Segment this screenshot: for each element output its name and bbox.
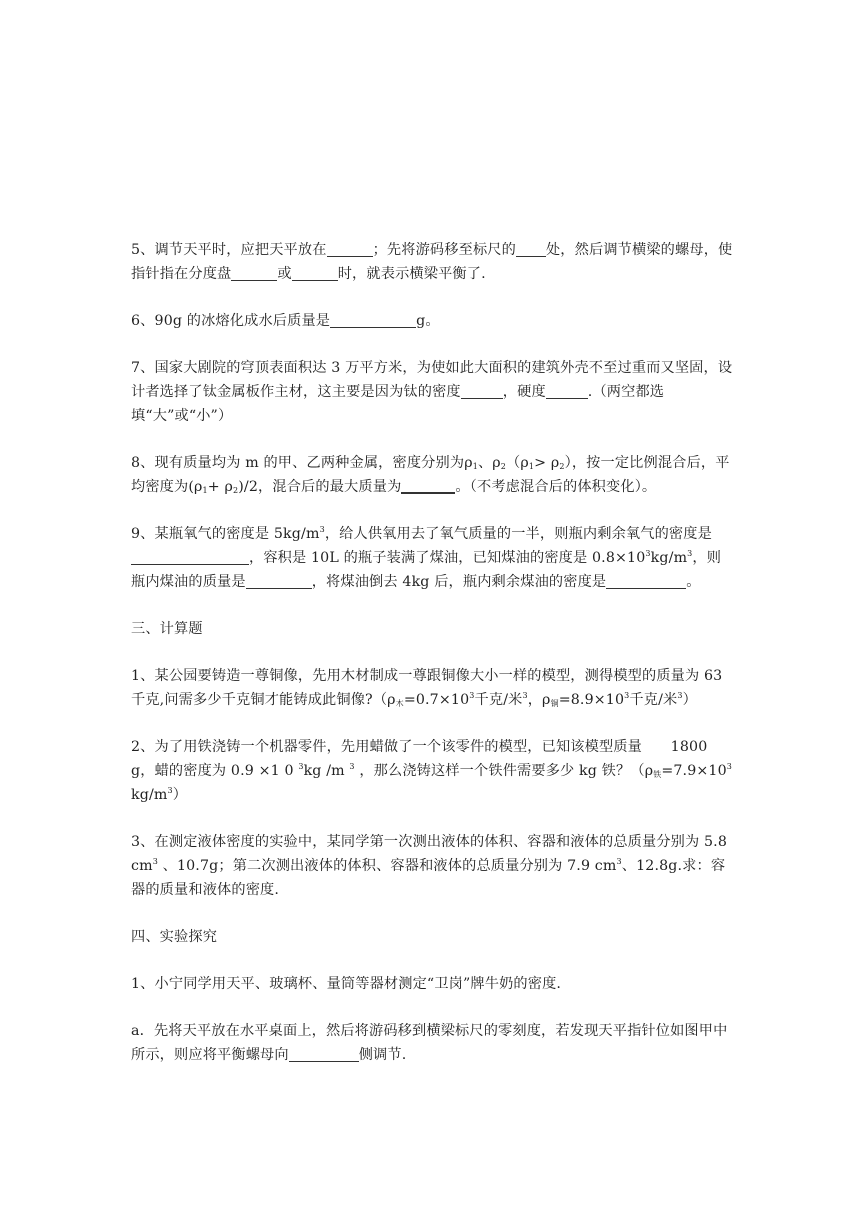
question-text: a．先将天平放在水平桌面上，然后将游码移到横梁标尺的零刻度，若发现天平指针位如图甲中所示，则应将平衡螺母向 xyxy=(131,1023,728,1063)
superscript: 3 xyxy=(616,857,622,866)
question-text: 千克/米 xyxy=(474,692,523,708)
superscript: 3 xyxy=(152,857,158,866)
question-text: ，容积是 10L 的瓶子装满了煤油，已知煤油的密度是 0.8×10 xyxy=(249,550,646,566)
subscript: 1 xyxy=(472,462,478,471)
question-text: ） xyxy=(172,787,188,803)
subscript: 木 xyxy=(395,699,404,708)
calc-question-3 xyxy=(131,830,735,902)
superscript: 3 xyxy=(469,691,475,700)
calc-question-2 xyxy=(131,735,735,807)
answer-blank[interactable] xyxy=(516,240,546,257)
subscript: 1 xyxy=(528,462,535,471)
question-text: > ρ xyxy=(534,455,560,471)
question-5 xyxy=(131,238,735,286)
question-text: 。 xyxy=(686,574,701,590)
question-text: =8.9×10 xyxy=(558,692,625,708)
subscript: 2 xyxy=(500,462,507,471)
question-number: 3、 xyxy=(131,834,155,850)
question-text: 、10.7g；第二次测出液体的体积、容器和液体的总质量分别为 7.9 cm xyxy=(157,858,617,874)
question-text: kg /m xyxy=(303,763,350,779)
question-number: 2、 xyxy=(131,739,155,755)
question-number: 9、 xyxy=(131,526,155,542)
answer-blank[interactable] xyxy=(292,264,338,281)
question-text: 千克/米 xyxy=(629,692,678,708)
question-text: 某瓶氧气的密度是 5kg/m xyxy=(154,526,320,542)
question-text: 国家大剧院的穹顶表面积达 3 万平方米，为使如此大面积的建筑外壳不至过重而又坚固，设计者选择了钛金属板作主材，这主要是因为钛的密度 xyxy=(131,360,733,400)
question-text: 90g 的冰熔化成水后质量是 xyxy=(154,313,331,329)
question-text: 小宁同学用天平、玻璃杯、量筒等器材测定“卫岗”牌牛奶的密度. xyxy=(154,976,562,992)
superscript: 3 xyxy=(349,762,355,771)
subscript: 铁 xyxy=(653,770,662,779)
question-text: 、12.8g.求：容器的质量和液体的密度. xyxy=(131,858,726,898)
question-text: ，硬度 xyxy=(502,384,546,400)
section-heading-experiment: 四、实验探究 xyxy=(131,929,218,945)
question-text: 某公园要铸造一尊铜像，先用木材制成一尊跟铜像大小一样的模型，测得模型的质量为 63 千克,问需多少千克铜才能铸成此铜像?（ρ xyxy=(131,668,723,708)
question-text: kg/m xyxy=(650,550,688,566)
question-text: 螺母，使指针指在分度盘 xyxy=(131,242,733,282)
superscript: 3 xyxy=(522,691,528,700)
question-number: 6、 xyxy=(131,313,155,329)
question-text: =0.7×10 xyxy=(403,692,470,708)
question-8 xyxy=(131,451,735,499)
answer-blank[interactable] xyxy=(231,264,277,281)
question-text: .（两空都选填“大”或“小”） xyxy=(131,384,665,424)
question-text: ，给人供氧用去了氧气质量的一半，则瓶内剩余氧气的密度是 xyxy=(324,526,712,542)
answer-blank[interactable] xyxy=(330,311,416,328)
superscript: 3 xyxy=(677,691,683,700)
question-text: g。 xyxy=(416,313,440,329)
subscript: 2 xyxy=(559,462,565,471)
question-text: ，将煤油倒去 4kg 后，瓶内剩余煤油的密度是 xyxy=(311,574,607,590)
question-number: 1、 xyxy=(131,976,155,992)
question-text: 。（不考虑混合后的体积变化）。 xyxy=(455,479,657,495)
subscript: 1 xyxy=(202,486,208,495)
superscript: 3 xyxy=(726,762,733,771)
answer-blank[interactable] xyxy=(401,476,455,494)
calc-question-1 xyxy=(131,664,735,712)
worksheet-page xyxy=(131,238,735,1090)
question-9 xyxy=(131,522,735,594)
section-heading-calculation: 三、计算题 xyxy=(131,621,203,637)
answer-blank[interactable] xyxy=(461,382,503,399)
superscript: 3 xyxy=(645,549,651,558)
experiment-step-a xyxy=(131,1019,735,1067)
question-text: )/2，混合后的最大质量为 xyxy=(238,479,402,495)
question-text: ，则瓶内煤油的质量是 xyxy=(131,550,722,590)
question-text: 在测定液体密度的实验中，某同学第一次测出液体的体积、容器和液体的总质量分别为 5.8cm xyxy=(131,834,728,874)
subscript: 铜 xyxy=(550,699,559,708)
superscript: 3 xyxy=(319,525,325,534)
question-text: 处，然后调节横梁的 xyxy=(545,242,676,258)
superscript: 3 xyxy=(167,786,173,795)
question-text: 或 xyxy=(277,266,292,282)
question-text: 时，就表示横梁平衡了. xyxy=(337,266,486,282)
question-text: 调节天平时，应把天平放在 xyxy=(154,242,327,258)
question-text: （ρ xyxy=(506,455,529,471)
question-text: + ρ xyxy=(207,479,233,495)
superscript: 3 xyxy=(624,691,630,700)
question-text: ，那么浇铸这样一个铁件需要多少 kg 铁？（ρ xyxy=(354,763,654,779)
question-text: kg/m xyxy=(131,787,168,803)
subscript: 2 xyxy=(232,486,239,495)
answer-blank[interactable] xyxy=(246,572,312,589)
answer-blank[interactable] xyxy=(327,240,373,257)
question-text: =7.9×10 xyxy=(661,763,727,779)
question-number: 8、 xyxy=(131,455,155,471)
superscript: 3 xyxy=(687,549,693,558)
question-text: ），按一定比例混合后，平均密度为(ρ xyxy=(131,455,730,495)
question-text: ；先将游码移至标尺的 xyxy=(372,242,516,258)
question-text: 侧调节. xyxy=(358,1047,407,1063)
superscript: 3 xyxy=(298,762,304,771)
question-text: 为了用铁浇铸一个机器零件，先用蜡做了一个该零件的模型，已知该模型质量 1800 g，蜡的密度为 0.9 ×1 0 xyxy=(131,739,708,779)
answer-blank[interactable] xyxy=(289,1045,359,1062)
question-number: 1、 xyxy=(131,668,155,684)
question-text: 现有质量均为 m 的甲、乙两种金属，密度分别为ρ xyxy=(154,455,473,471)
question-6 xyxy=(131,309,735,333)
answer-blank[interactable] xyxy=(606,572,686,589)
question-text: 、ρ xyxy=(477,455,501,471)
answer-blank[interactable] xyxy=(131,548,249,565)
question-text: ） xyxy=(682,692,697,708)
question-number: 5、 xyxy=(131,242,155,258)
question-number: 7、 xyxy=(131,360,155,376)
answer-blank[interactable] xyxy=(546,382,588,399)
question-7 xyxy=(131,356,735,428)
experiment-question-1 xyxy=(131,972,735,996)
question-text: ，ρ xyxy=(527,692,551,708)
